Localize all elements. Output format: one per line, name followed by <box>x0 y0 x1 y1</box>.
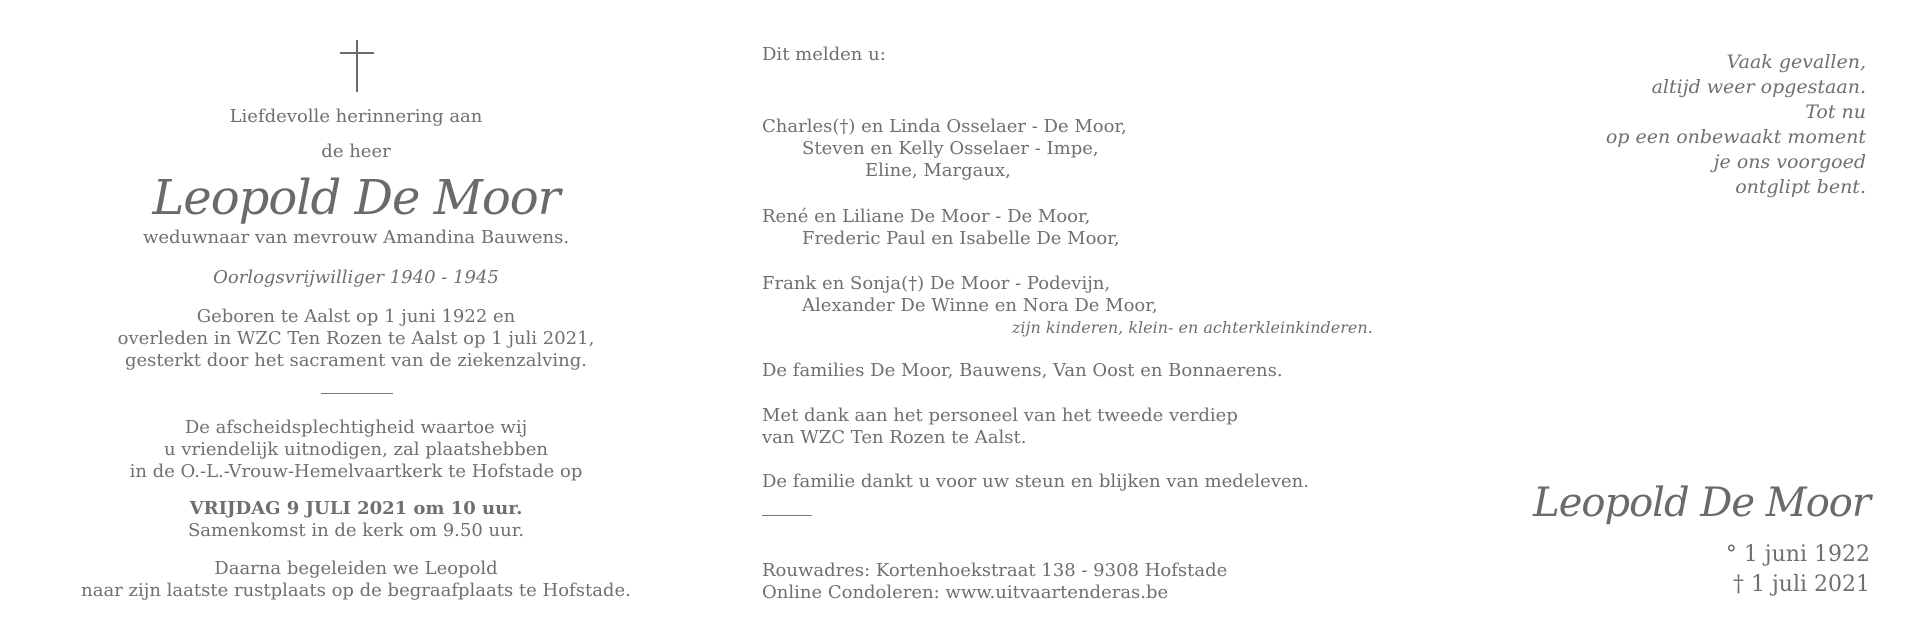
text-line: Met dank aan het personeel van het tweede verdiep <box>762 405 1238 426</box>
thanks-family-line: De familie dankt u voor uw steun en blijken van medeleven. <box>762 471 1309 492</box>
text-line: overleden in WZC Ten Rozen te Aalst op 1 juli 2021, <box>117 328 595 349</box>
text-line: Charles(†) en Linda Osselaer - De Moor, <box>762 116 1127 137</box>
poem-line: altijd weer opgestaan. <box>1651 76 1866 98</box>
life-dates <box>1726 540 1870 600</box>
right-panel <box>1533 0 1870 642</box>
burial-block <box>60 558 652 602</box>
left-panel <box>60 0 652 642</box>
divider <box>321 393 393 394</box>
divider <box>762 515 812 516</box>
thanks-staff-block <box>762 405 1238 449</box>
text-line: Steven en Kelly Osselaer - Impe, <box>762 138 1099 159</box>
death-date: † 1 juli 2021 <box>1732 572 1870 597</box>
ceremony-block <box>60 417 652 483</box>
poem-line: op een onbewaakt moment <box>1605 126 1866 148</box>
text-line: De afscheidsplechtigheid waartoe wij <box>184 417 528 438</box>
text-line: Frank en Sonja(†) De Moor - Podevijn, <box>762 273 1111 294</box>
text-line: in de O.-L.-Vrouw-Hemelvaartkerk te Hofstade op <box>129 461 583 482</box>
middle-panel <box>762 0 1382 642</box>
poem-line: ontglipt bent. <box>1735 176 1866 198</box>
address-line: Rouwadres: Kortenhoekstraat 138 - 9308 Hofstade <box>762 560 1228 581</box>
announce-line: Dit melden u: <box>762 44 886 65</box>
text-line: Frederic Paul en Isabelle De Moor, <box>762 228 1120 249</box>
condolence-link[interactable]: Online Condoleren: www.uitvaartenderas.be <box>762 582 1169 603</box>
text-line: Geboren te Aalst op 1 juni 1922 en <box>196 306 516 327</box>
deceased-name-signature: Leopold De Moor <box>1533 480 1870 526</box>
text-line: naar zijn laatste rustplaats op de begraafplaats te Hofstade. <box>81 580 631 601</box>
address-block <box>762 560 1227 604</box>
text-line: Alexander De Winne en Nora De Moor, <box>762 295 1158 316</box>
families-line: De families De Moor, Bauwens, Van Oost en Bonnaerens. <box>762 360 1283 381</box>
birth-death-block <box>60 306 652 372</box>
text-line: van WZC Ten Rozen te Aalst. <box>762 427 1027 448</box>
cross-icon <box>340 40 374 92</box>
family-block-3 <box>762 273 1158 317</box>
text-line: gesterkt door het sacrament van de ziekenzalving. <box>124 350 588 371</box>
family-block-2 <box>762 206 1120 250</box>
family-block-1 <box>762 116 1127 182</box>
poem <box>1606 50 1866 200</box>
text-line: Eline, Margaux, <box>762 160 1011 181</box>
kids-line: zijn kinderen, klein- en achterkleinkinderen. <box>1012 318 1373 337</box>
deceased-name: Leopold De Moor <box>152 170 560 226</box>
poem-line: Vaak gevallen, <box>1726 51 1866 73</box>
poem-line: je ons voorgoed <box>1713 151 1866 173</box>
birth-date: ° 1 juni 1922 <box>1725 542 1870 567</box>
ceremony-date: VRIJDAG 9 JULI 2021 om 10 uur. <box>189 498 523 519</box>
text-line: u vriendelijk uitnodigen, zal plaatshebben <box>164 439 548 460</box>
poem-line: Tot nu <box>1805 101 1866 123</box>
widow-line: weduwnaar van mevrouw Amandina Bauwens. <box>142 227 570 248</box>
meeting-time: Samenkomst in de kerk om 9.50 uur. <box>187 520 525 541</box>
lead-line-2: de heer <box>321 141 391 162</box>
text-line: Daarna begeleiden we Leopold <box>214 558 498 579</box>
text-line: René en Liliane De Moor - De Moor, <box>762 206 1091 227</box>
lead-line-1: Liefdevolle herinnering aan <box>229 106 483 127</box>
war-volunteer-line: Oorlogsvrijwilliger 1940 - 1945 <box>213 267 499 288</box>
